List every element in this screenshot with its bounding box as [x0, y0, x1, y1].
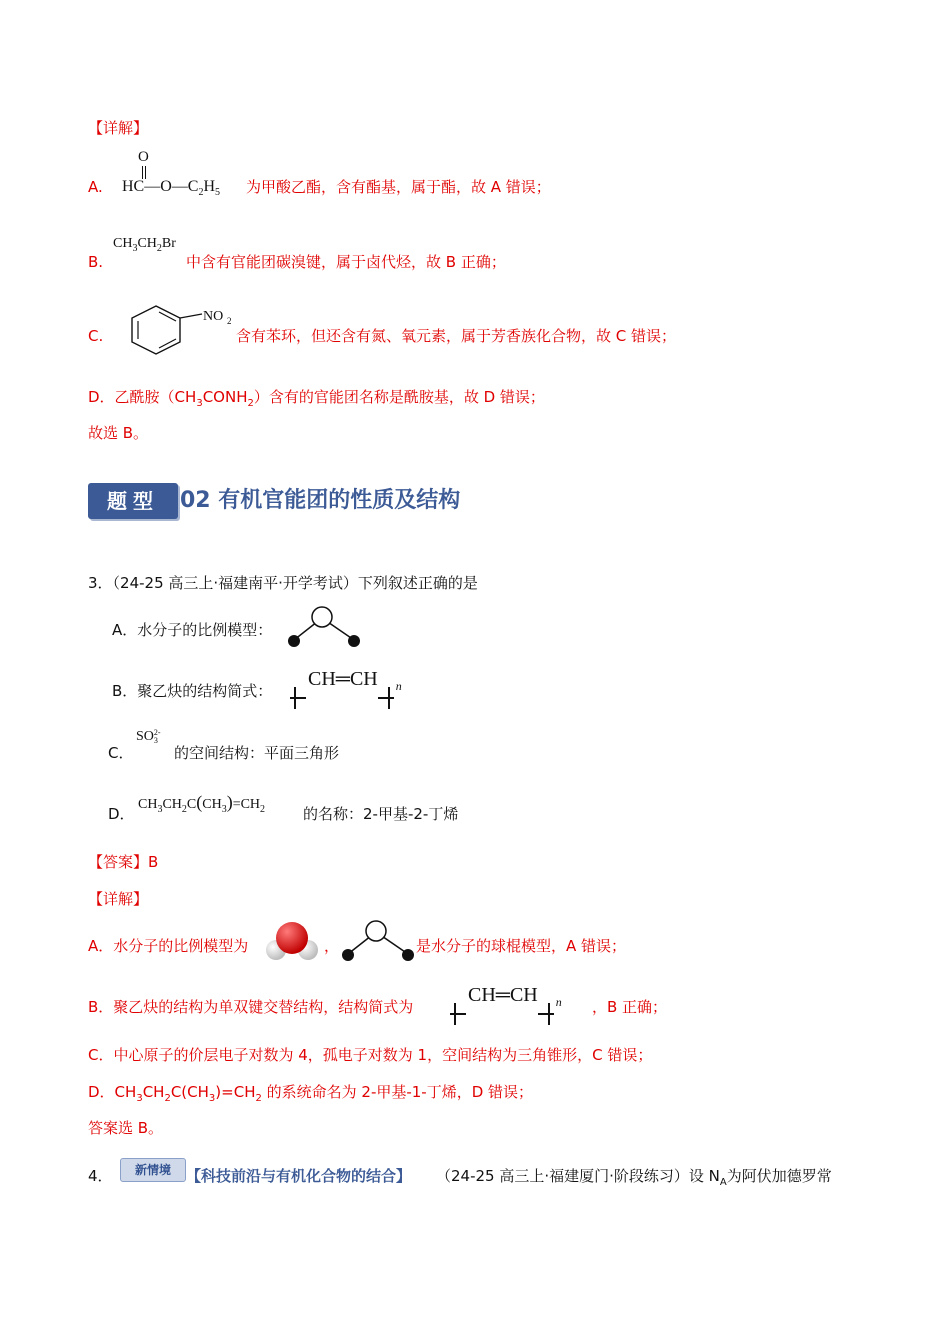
struct-a-carbonyl-o: O: [138, 149, 149, 165]
answer-3-a-part3: 是水分子的球棍模型，A 错误；: [416, 937, 627, 955]
q3-option-b: B．聚乙炔的结构简式：: [112, 682, 273, 700]
new-context-tag: 新情境: [120, 1158, 186, 1182]
struct-a-formula: $HC—O—C_2H_5$: [122, 178, 221, 199]
water-space-filling-icon: [262, 918, 322, 964]
q3-option-d-label: D．: [108, 805, 135, 823]
answer-3-a-part2: ，: [324, 937, 340, 955]
section-banner: 题型: [88, 483, 178, 519]
struct-b-formula: $CH_3CH_2Br$: [113, 236, 176, 254]
question-4-topic: 【科技前沿与有机化合物的结合】: [186, 1167, 412, 1185]
section-title: 02 有机官能团的性质及结构: [180, 488, 461, 513]
answer-3-b-part2: ，B 正确；: [592, 998, 668, 1016]
detail-heading: 【详解】: [88, 119, 149, 137]
conclusion: 故选 B。: [88, 424, 149, 442]
water-ball-stick-icon: [284, 604, 364, 650]
q3-d-formula: $CH_3CH_2C(CH_3)=CH_2$: [138, 792, 266, 815]
question-3-stem: 3．（24-25 高三上·福建南平·开学考试）下列叙述正确的是: [88, 574, 478, 592]
nitrobenzene-structure: [126, 300, 236, 360]
water-ball-stick-icon: [338, 918, 418, 964]
polyacetylene-formula: CH═CH $_n$: [450, 984, 562, 1010]
answer-3-detail-heading: 【详解】: [88, 890, 149, 908]
answer-3-b-part1: B．聚乙炔的结构为单双键交替结构，结构简式为: [88, 998, 414, 1016]
answer-3-conclusion: 答案选 B。: [88, 1119, 164, 1137]
question-4-number: 4．: [88, 1167, 113, 1185]
q3-option-c-text: 的空间结构：平面三角形: [174, 744, 340, 762]
answer-3-d: D．$CH_3CH_2C(CH_3)=CH_2$ 的系统命名为 2-甲基-1-丁烯，D 错误；: [88, 1083, 534, 1104]
sulfite-formula: SO 2- 3: [136, 728, 161, 745]
q3-option-a: A．水分子的比例模型：: [112, 621, 273, 639]
svg-text:2: 2: [227, 316, 232, 326]
answer-3-a-part1: A．水分子的比例模型为: [88, 937, 249, 955]
q3-option-d-text: 的名称：2-甲基-2-丁烯: [303, 805, 459, 823]
option-b-text: 中含有官能团碳溴键，属于卤代烃，故 B 正确；: [186, 253, 506, 271]
polyacetylene-formula: CH═CH $_n$: [290, 668, 402, 694]
question-4-text: （24-25 高三上·福建厦门·阶段练习）设 $N_A$为阿伏加德罗常: [436, 1167, 832, 1188]
svg-text:NO: NO: [203, 309, 224, 324]
option-c-text: 含有苯环，但还含有氮、氧元素，属于芳香族化合物，故 C 错误；: [236, 327, 677, 345]
answer-3-c: C．中心原子的价层电子对数为 4，孤电子对数为 1，空间结构为三角锥形，C 错误；: [88, 1046, 653, 1064]
option-a-label: A.: [88, 178, 103, 196]
option-d-text: D．乙酰胺$(CH_3CONH_2)$含有的官能团名称是酰胺基，故 D 错误；: [88, 388, 545, 409]
answer-3: 【答案】B: [88, 853, 159, 871]
option-c-label: C.: [88, 327, 104, 345]
option-a-text: 为甲酸乙酯，含有酯基，属于酯，故 A 错误；: [246, 178, 551, 196]
option-b-label: B.: [88, 253, 104, 271]
q3-option-c-label: C．: [108, 744, 134, 762]
